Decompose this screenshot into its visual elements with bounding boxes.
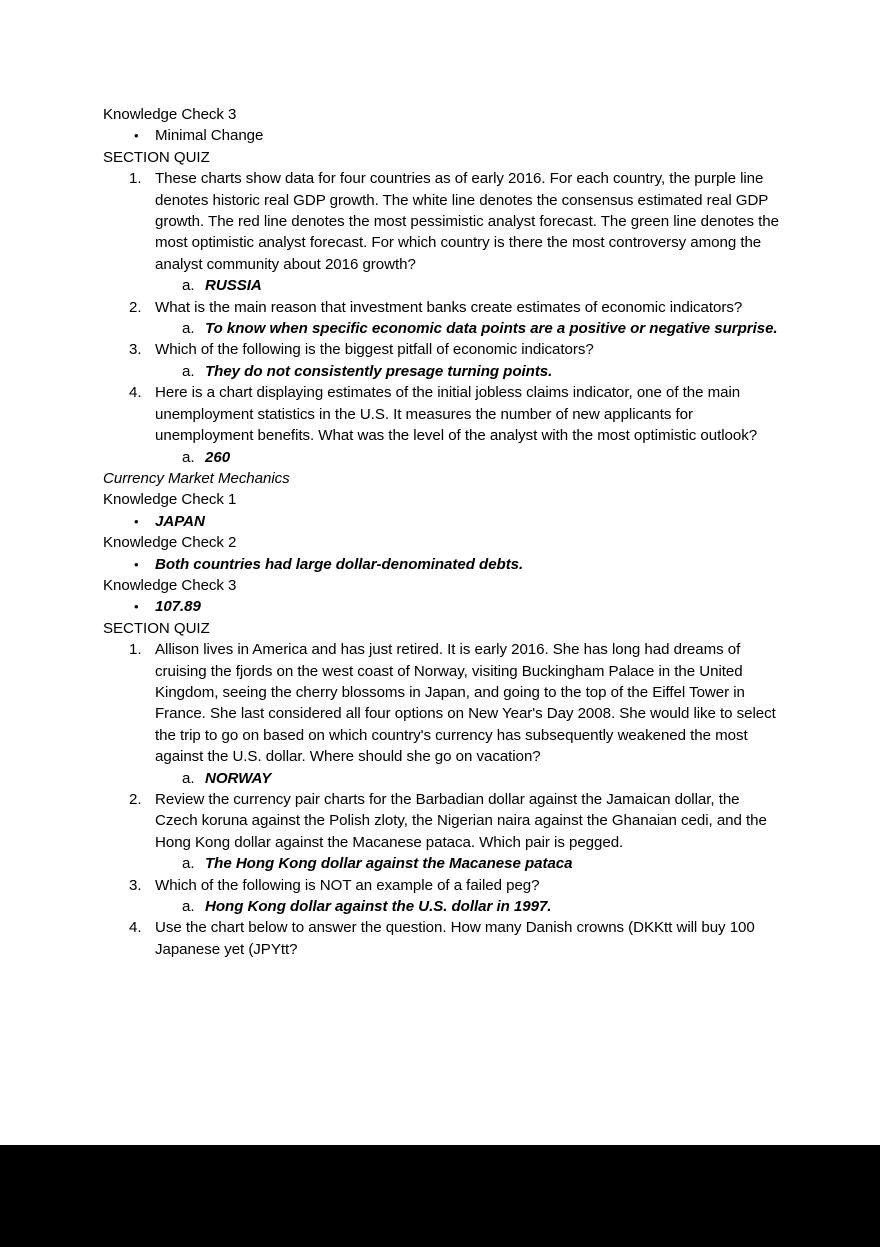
question-number: 4. [129,384,142,402]
answer-item [103,318,783,339]
question-item [103,789,783,853]
question-item [103,639,783,767]
answer-text: They do not consistently presage turning points. [205,362,553,380]
answer-text: 260 [205,448,231,466]
bullet-icon: • [134,513,139,529]
answer-text: To know when specific economic data points are a positive or negative surprise. [205,320,778,338]
question-text: Use the chart below to answer the question. How many Danish crowns (DKKtt will buy 100 Japanese yet (JPYtt? [155,919,755,958]
bullet-icon: • [134,128,139,144]
question-text: Allison lives in America and has just retired. It is early 2016. She has long had dreams of cruising the fjords on the west coast of Norway, visiting Buckingham Palace in the United Kingdom, seeing the cherry blossoms in Japan, and going to the top of the Eiffel Tower in France. She last considered all four options on New Year's Day 2008. She would like to select the trip to go on based on which country's currency has subsequently weakened the most against the U.S. dollar. Where should she go on vacation? [155,641,776,766]
answer-text: NORWAY [205,769,272,787]
answer-marker: a. [182,898,195,916]
document-body [103,104,783,960]
bullet-item [103,596,783,617]
answer-marker: a. [182,277,195,295]
question-number: 3. [129,876,142,894]
question-number: 4. [129,919,142,937]
bullet-answer-text: JAPAN [155,512,205,530]
bullet-answer-text: 107.89 [155,598,201,616]
question-text: Here is a chart displaying estimates of the initial jobless claims indicator, one of the main unemployment statistics in the U.S. It measures the number of new applicants for unemployment benefits. What was the level of the analyst with the most optimistic outlook? [155,384,758,445]
heading-knowledge-check-3-top: Knowledge Check 3 [103,106,237,123]
answer-text: RUSSIA [205,277,262,295]
question-number: 1. [129,641,142,659]
bullet-icon: • [134,599,139,615]
question-number: 1. [129,170,142,188]
question-text: Which of the following is NOT an example of a failed peg? [155,876,540,894]
question-number: 3. [129,341,142,359]
answer-text: Hong Kong dollar against the U.S. dollar in 1997. [205,898,552,916]
answer-item [103,896,783,917]
question-text: Review the currency pair charts for the Barbadian dollar against the Jamaican dollar, the Czech koruna against the Polish zloty, the Nigerian naira against the Ghanaian cedi, and the Hong Kong dollar against the Macanese pataca. Which pair is pegged. [155,791,767,851]
answer-item [103,361,783,382]
bullet-item [103,554,783,575]
heading-knowledge-check-2: Knowledge Check 2 [103,534,237,552]
heading-section-quiz-2: SECTION QUIZ [103,619,210,637]
question-item [103,917,783,960]
question-item [103,297,783,318]
question-text: These charts show data for four countries as of early 2016. For each country, the purple line denotes historic real GDP growth. The white line denotes the consensus estimated real GDP growth. The red line denotes the most pessimistic analyst forecast. The green line denotes the most optimistic analyst forecast. For which country is there the most controversy among the analyst community about 2016 growth? [155,170,779,273]
bullet-icon: • [134,556,139,572]
answer-item [103,853,783,874]
answer-text: The Hong Kong dollar against the Macanese pataca [205,855,573,873]
bullet-answer-text: Both countries had large dollar-denominated debts. [155,555,524,573]
heading-knowledge-check-1: Knowledge Check 1 [103,491,237,509]
answer-item [103,447,783,468]
chapter-title: Currency Market Mechanics [103,469,290,487]
question-item [103,875,783,896]
question-item [103,382,783,446]
heading-knowledge-check-3: Knowledge Check 3 [103,576,237,594]
heading-section-quiz-1: SECTION QUIZ [103,148,210,166]
bullet-item [103,125,783,146]
answer-marker: a. [182,448,195,466]
question-text: What is the main reason that investment banks create estimates of economic indicators? [155,298,743,316]
answer-marker: a. [182,362,195,380]
bullet-item [103,511,783,532]
page-bottom-band [0,1145,880,1247]
question-item [103,168,783,275]
bullet-answer-text: Minimal Change [155,127,264,145]
answer-marker: a. [182,769,195,787]
answer-marker: a. [182,320,195,338]
answer-item [103,768,783,789]
question-item [103,339,783,360]
question-text: Which of the following is the biggest pitfall of economic indicators? [155,341,594,359]
answer-marker: a. [182,855,195,873]
question-number: 2. [129,791,142,808]
question-number: 2. [129,298,142,316]
answer-item [103,275,783,296]
